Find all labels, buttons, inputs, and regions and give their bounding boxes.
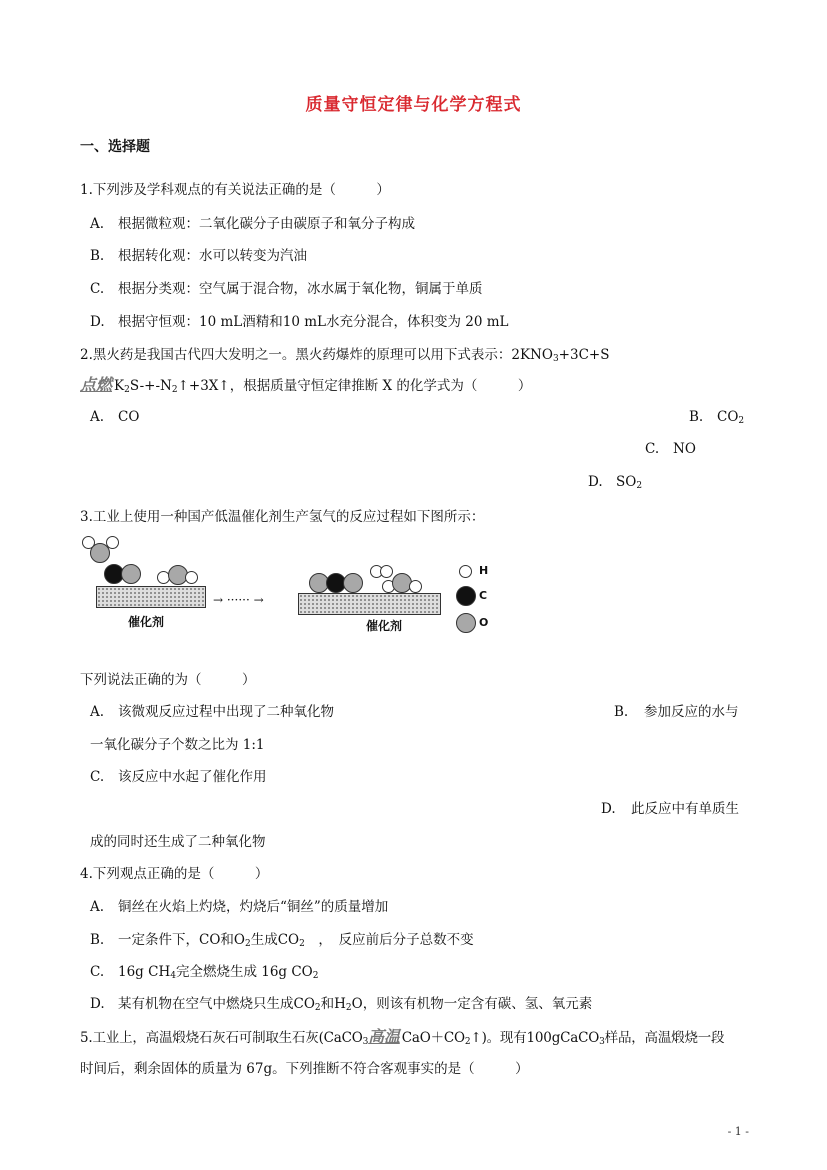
hydrogen-atom [185, 571, 198, 584]
question-3-stem: 3.工业上使用一种国产低温催化剂生产氢气的反应过程如下图所示： [80, 509, 485, 525]
legend-h-label: H [479, 564, 489, 577]
hydrogen-atom [409, 580, 422, 593]
page-number: - 1 - [727, 1125, 749, 1138]
oxygen-atom [121, 564, 141, 584]
page-title: 质量守恒定律与化学方程式 [305, 95, 522, 115]
legend-oxygen-icon [456, 613, 476, 633]
question-1-stem: 1.下列涉及学科观点的有关说法正确的是（ ） [80, 182, 390, 198]
catalyst-label-left: 催化剂 [128, 615, 165, 629]
question-2-equation: 点燃 $K_2S-+-N_2↑+3X↑$，根据质量守恒定律推断 X 的化学式为（ ） [80, 372, 531, 395]
section-heading: 一、选择题 [80, 139, 150, 155]
question-2-stem: 2.黑火药是我国古代四大发明之一。黑火药爆炸的原理可以用下式表示：$2KNO_3+3C+S$ [80, 347, 610, 364]
reaction-condition-ignite: 点燃 [80, 375, 113, 394]
question-1-option-a: A. 根据微粒观：二氧化碳分子由碳原子和氧分子构成 [90, 216, 415, 232]
question-4-option-b: B. 一定条件下，CO和$O_2$生成$CO_2$ ， 反应前后分子总数不变 [90, 932, 474, 949]
question-3-option-b: B. 参加反应的水与 [614, 704, 739, 720]
question-4-stem: 4.下列观点正确的是（ ） [80, 866, 269, 882]
question-3-option-c: C. 该反应中水起了催化作用 [90, 769, 267, 785]
question-3-option-a: A. 该微观反应过程中出现了二种氧化物 [90, 704, 334, 720]
reaction-condition-high-temp: 高温 [368, 1027, 400, 1046]
question-3-option-b-cont: 一氧化碳分子个数之比为 1:1 [90, 737, 265, 753]
question-2-option-a: A. CO [90, 409, 140, 425]
question-1-option-b: B. 根据转化观：水可以转变为汽油 [90, 248, 307, 264]
question-5-stem: 5.工业上，高温煅烧石灰石可制取生石灰(CaCO$_3$高温 $CaO+CO_2↑$)。现有100gCaCO$_3$样品，高温煅烧一段 [80, 1024, 724, 1047]
question-5-stem-cont: 时间后，剩余固体的质量为 67g。下列推断不符合客观事实的是（ ） [80, 1061, 529, 1077]
legend-c-label: C [479, 589, 488, 602]
question-1-option-c: C. 根据分类观：空气属于混合物，冰水属于氧化物，铜属于单质 [90, 281, 483, 297]
catalyst-plate-left [96, 586, 206, 608]
question-3-option-d-cont: 成的同时还生成了二种氧化物 [90, 834, 266, 850]
hydrogen-atom [380, 565, 393, 578]
question-4-option-c: C. 16g $CH_4$完全燃烧生成 16g $CO_2$ [90, 964, 319, 981]
question-4-option-a: A. 铜丝在火焰上灼烧，灼烧后“铜丝”的质量增加 [90, 899, 389, 915]
catalyst-plate-right [298, 593, 441, 615]
oxygen-atom [343, 573, 363, 593]
legend-carbon-icon [456, 586, 476, 606]
question-3-option-d: D. 此反应中有单质生 [601, 801, 739, 817]
legend-hydrogen-icon [459, 565, 472, 578]
question-3-prompt: 下列说法正确的为（ ） [80, 672, 256, 688]
hydrogen-atom [106, 536, 119, 549]
process-arrow: → ······ → [213, 593, 264, 607]
question-2-option-b: B. $CO_2$ [689, 409, 745, 426]
legend-o-label: O [479, 616, 489, 629]
catalyst-reaction-diagram [78, 531, 503, 636]
catalyst-label-right: 催化剂 [366, 619, 403, 633]
question-2-option-d: D. $SO_2$ [588, 474, 643, 491]
question-4-option-d: D. 某有机物在空气中燃烧只生成$CO_2$和$H_2O$，则该有机物一定含有碳、氢、氧元素 [90, 996, 593, 1013]
question-1-option-d: D. 根据守恒观：10 mL酒精和10 mL水充分混合，体积变为 20 mL [90, 314, 509, 330]
question-2-option-c: C. NO [645, 441, 696, 457]
